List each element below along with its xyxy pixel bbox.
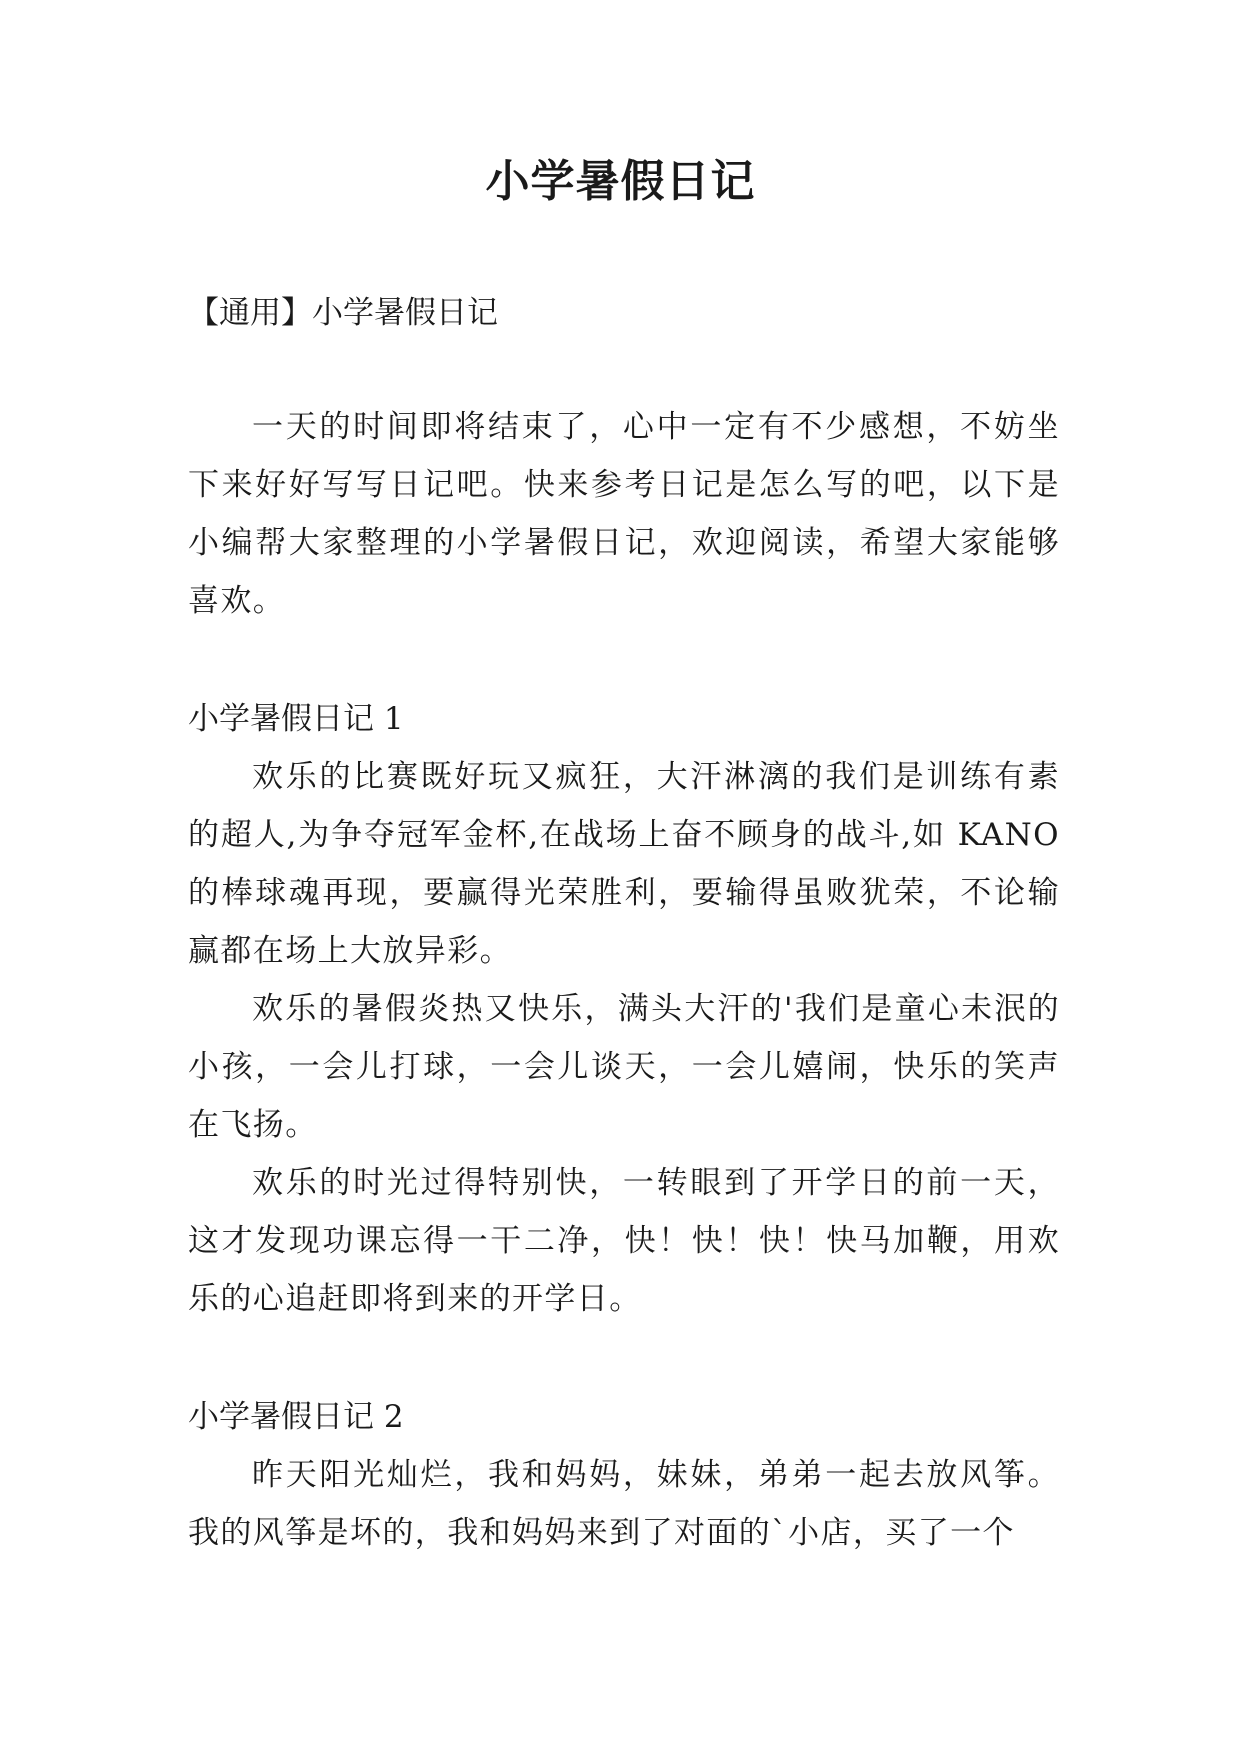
spacer	[188, 1328, 1060, 1388]
section-heading: 小学暑假日记 2	[188, 1399, 404, 1435]
section-heading: 小学暑假日记 1	[188, 701, 404, 737]
section-paragraph: 欢乐的比赛既好玩又疯狂，大汗淋漓的我们是训练有素的超人,为争夺冠军金杯,在战场上奋不顾身的战斗,如 KANO 的棒球魂再现，要赢得光荣胜利，要输得虽败犹荣，不论输赢都在场上大放异彩。	[188, 759, 1060, 969]
spacer	[188, 342, 1060, 398]
document-subtitle: 【通用】小学暑假日记	[188, 295, 498, 331]
diary-section-1	[188, 690, 1060, 1328]
section-paragraph: 昨天阳光灿烂，我和妈妈，妹妹，弟弟一起去放风筝。我的风筝是坏的，我和妈妈来到了对面的`小店，买了一个	[188, 1457, 1060, 1551]
section-paragraph: 欢乐的暑假炎热又快乐，满头大汗的'我们是童心未泯的小孩，一会儿打球，一会儿谈天，一会儿嬉闹，快乐的笑声在飞扬。	[188, 991, 1060, 1143]
diary-section-2	[188, 1388, 1060, 1562]
document-title: 小学暑假日记	[485, 156, 756, 207]
spacer	[188, 630, 1060, 690]
intro-paragraph: 一天的时间即将结束了，心中一定有不少感想，不妨坐下来好好写写日记吧。快来参考日记是怎么写的吧，以下是小编帮大家整理的小学暑假日记，欢迎阅读，希望大家能够喜欢。	[188, 409, 1060, 619]
document-body	[188, 284, 1060, 1562]
section-paragraph: 欢乐的时光过得特别快，一转眼到了开学日的前一天，这才发现功课忘得一干二净，快！快！快！快马加鞭，用欢乐的心追赶即将到来的开学日。	[188, 1165, 1060, 1317]
